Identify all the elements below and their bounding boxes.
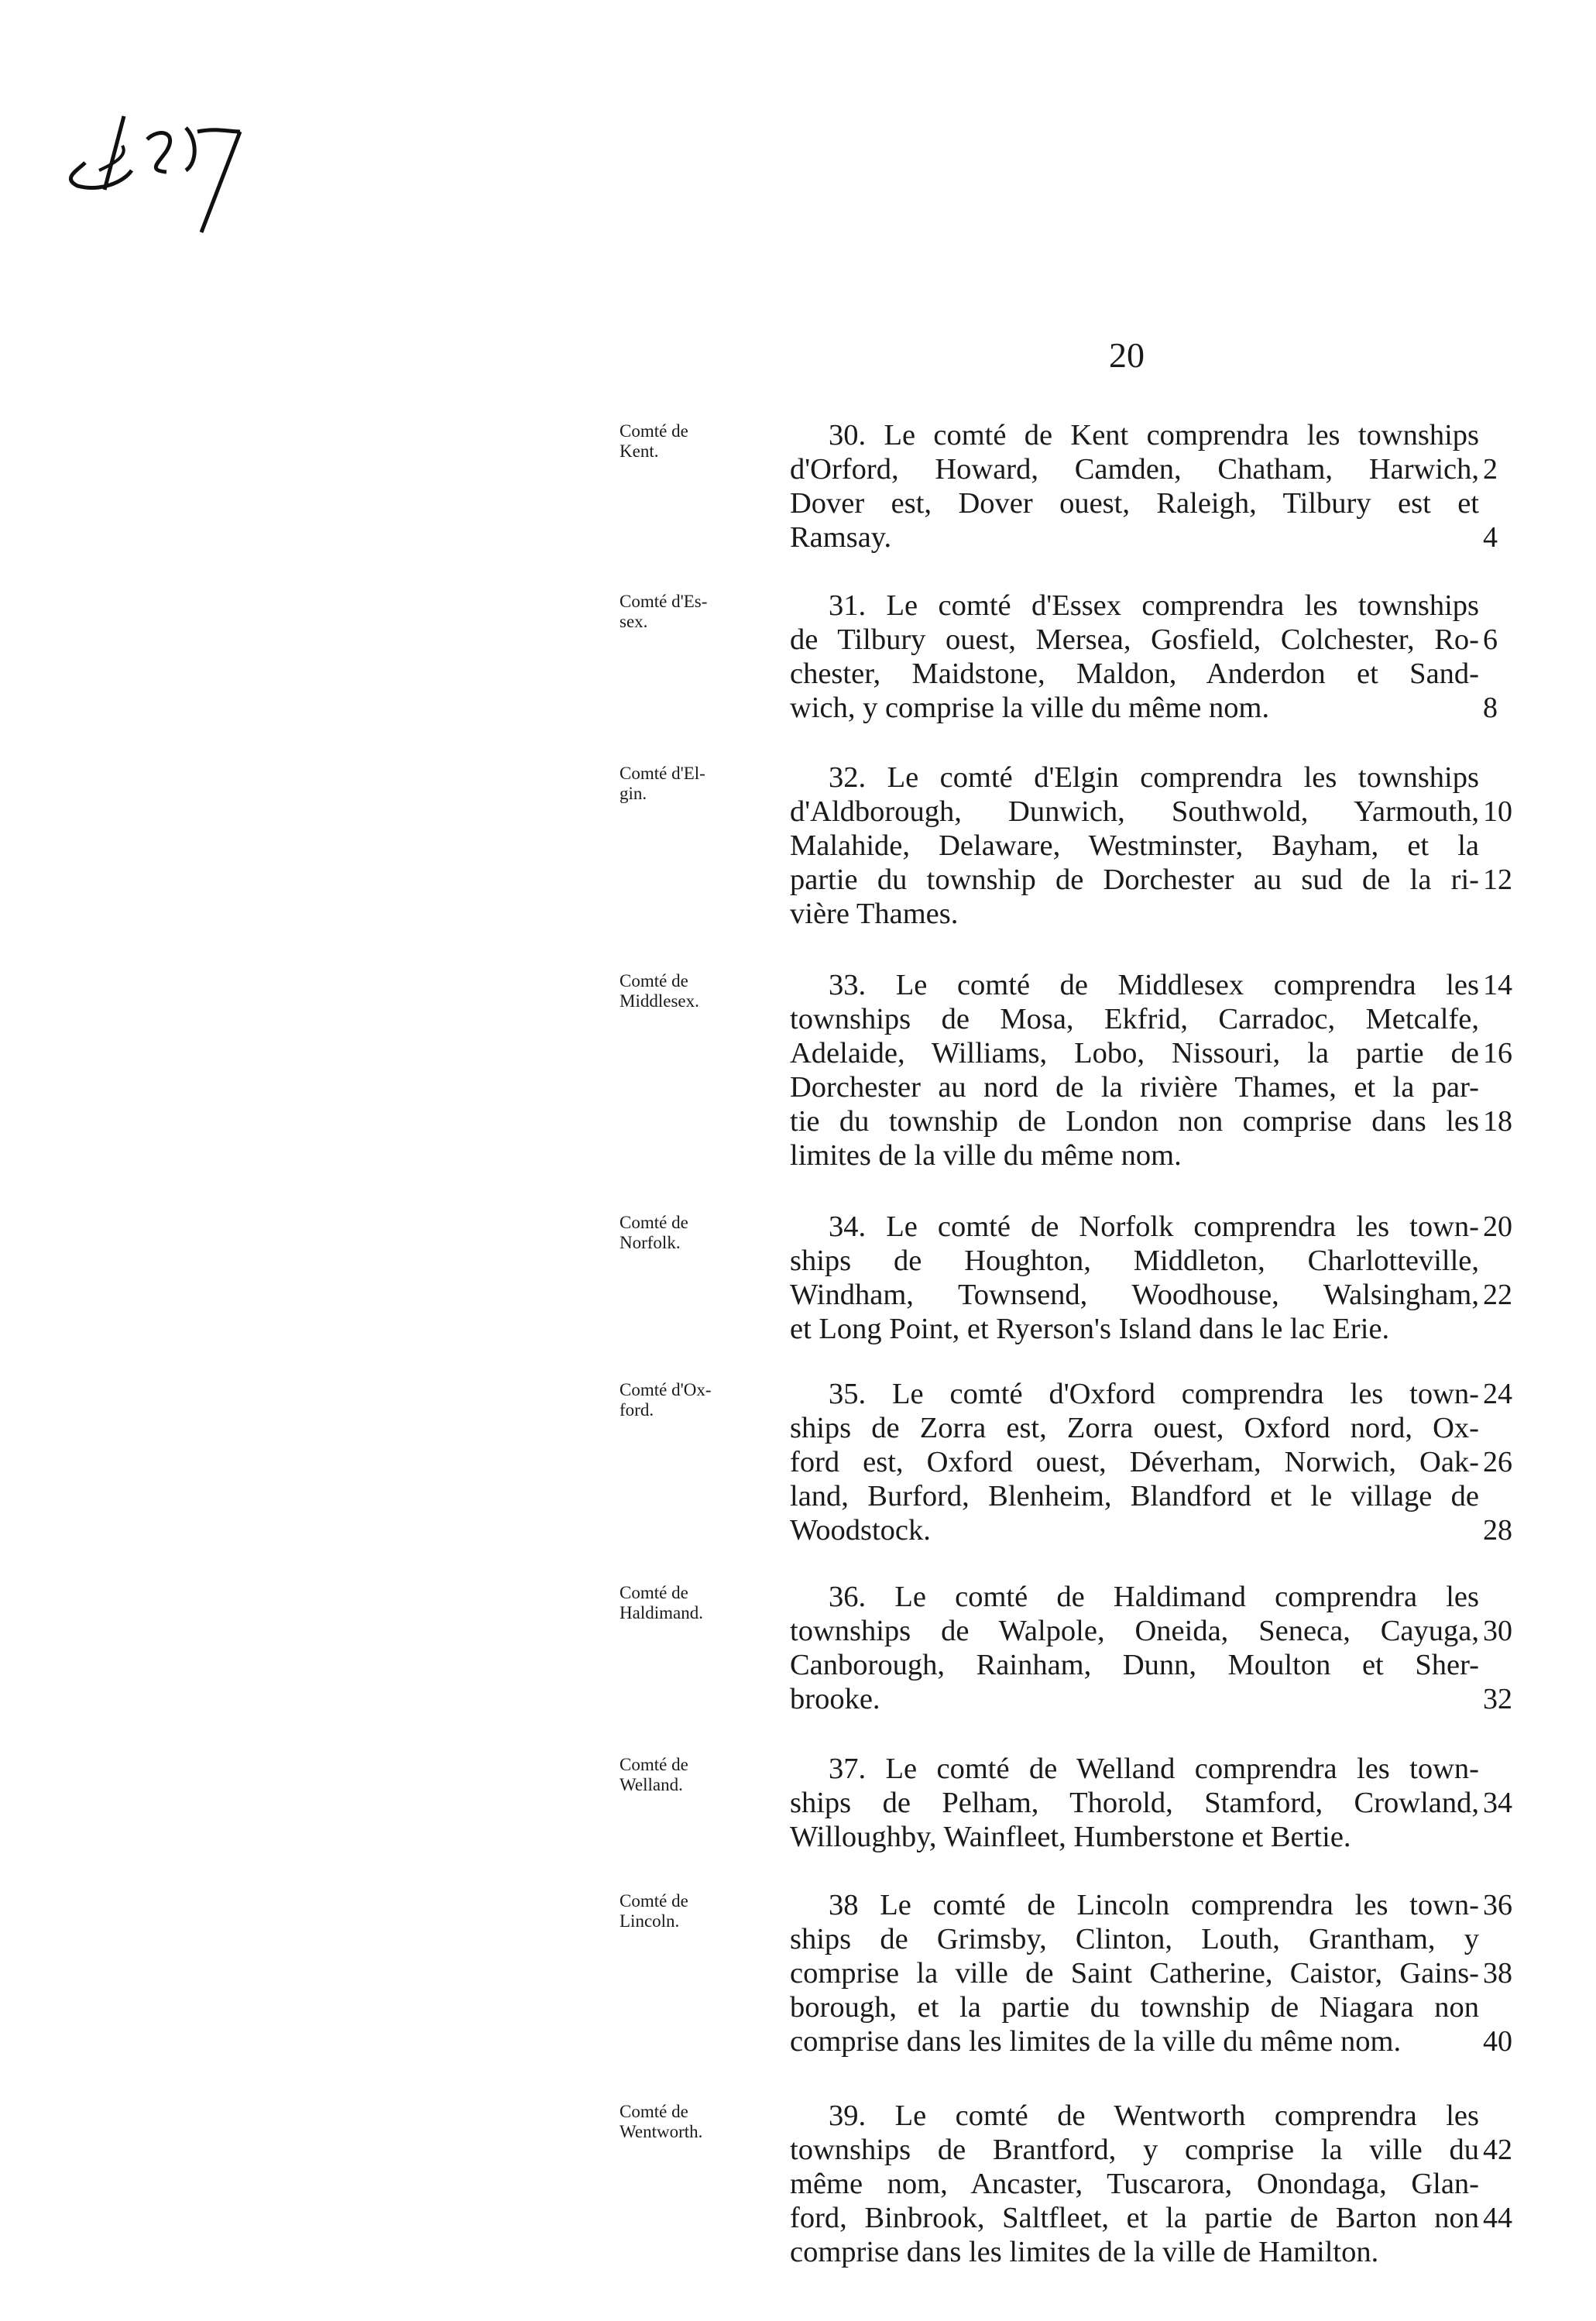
section-text: [790, 1752, 1479, 1854]
text-line: 37. Le comté de Welland comprendra les town-: [829, 1753, 1479, 1785]
section-text: [790, 761, 1479, 931]
margin-note: Comté de Lincoln.: [620, 1891, 688, 1931]
margin-note: Comté d'Es- sex.: [620, 592, 708, 631]
line-number: 20: [1483, 1210, 1512, 1243]
text-line: tie du township de London non comprise dans les: [790, 1105, 1479, 1138]
text-line: townships de Walpole, Oneida, Seneca, Cayuga,: [790, 1615, 1479, 1647]
line-number: 18: [1483, 1105, 1512, 1138]
line-number: 6: [1483, 623, 1498, 656]
text-line: wich, y comprise la ville du même nom.: [790, 692, 1270, 724]
margin-note: Comté d'El- gin.: [620, 764, 705, 803]
margin-note: Comté de Kent.: [620, 421, 688, 461]
text-line: Dorchester au nord de la rivière Thames, et la par-: [790, 1071, 1479, 1104]
text-line: 33. Le comté de Middlesex comprendra les: [829, 969, 1479, 1001]
text-line: comprise dans les limites de la ville du même nom.: [790, 2025, 1402, 2058]
text-line: 35. Le comté d'Oxford comprendra les town-: [829, 1378, 1479, 1410]
line-number: 26: [1483, 1446, 1512, 1478]
line-number: 34: [1483, 1787, 1512, 1819]
text-line: ships de Pelham, Thorold, Stamford, Crowland,: [790, 1787, 1479, 1819]
margin-note: Comté de Middlesex.: [620, 971, 699, 1011]
text-line: 31. Le comté d'Essex comprendra les townships: [829, 589, 1479, 622]
text-line: Dover est, Dover ouest, Raleigh, Tilbury est et: [790, 487, 1479, 520]
line-number: 16: [1483, 1037, 1512, 1070]
text-line: ford est, Oxford ouest, Déverham, Norwich, Oak-: [790, 1446, 1479, 1478]
text-line: 32. Le comté d'Elgin comprendra les townships: [829, 761, 1479, 794]
section-text: [790, 418, 1479, 554]
text-line: Willoughby, Wainfleet, Humberstone et Bertie.: [790, 1821, 1351, 1853]
page-number: 20: [1109, 335, 1145, 375]
line-number: 22: [1483, 1279, 1512, 1311]
margin-note: Comté de Wentworth.: [620, 2102, 703, 2141]
text-line: 34. Le comté de Norfolk comprendra les town-: [829, 1210, 1479, 1243]
line-number: 36: [1483, 1889, 1512, 1921]
margin-note: Comté de Norfolk.: [620, 1213, 688, 1252]
margin-note: Comté de Haldimand.: [620, 1583, 703, 1622]
text-line: même nom, Ancaster, Tuscarora, Onondaga, Glan-: [790, 2168, 1479, 2200]
text-line: limites de la ville du même nom.: [790, 1139, 1182, 1172]
text-line: partie du township de Dorchester au sud de la ri-: [790, 864, 1479, 896]
text-line: 30. Le comté de Kent comprendra les townships: [829, 419, 1479, 451]
margin-note: Comté de Welland.: [620, 1755, 688, 1794]
section-text: [790, 968, 1479, 1173]
text-line: comprise dans les limites de la ville de Hamilton.: [790, 2236, 1379, 2268]
text-line: Malahide, Delaware, Westminster, Bayham, et la: [790, 829, 1479, 862]
text-line: d'Aldborough, Dunwich, Southwold, Yarmouth,: [790, 795, 1479, 828]
line-number: 24: [1483, 1378, 1512, 1410]
text-line: Windham, Townsend, Woodhouse, Walsingham,: [790, 1279, 1479, 1311]
handwritten-mark: [31, 54, 263, 240]
section-text: [790, 1580, 1479, 1716]
line-number: 40: [1483, 2025, 1512, 2058]
margin-note: Comté d'Ox- ford.: [620, 1380, 712, 1420]
line-number: 12: [1483, 864, 1512, 896]
text-line: ford, Binbrook, Saltfleet, et la partie de Barton non: [790, 2202, 1479, 2234]
section-text: [790, 1377, 1479, 1547]
line-number: 38: [1483, 1957, 1512, 1990]
text-line: 38 Le comté de Lincoln comprendra les town-: [829, 1889, 1479, 1921]
line-number: 32: [1483, 1683, 1512, 1715]
text-line: Woodstock.: [790, 1514, 931, 1547]
line-number: 42: [1483, 2134, 1512, 2166]
line-number: 2: [1483, 453, 1498, 486]
text-line: chester, Maidstone, Maldon, Anderdon et Sand-: [790, 658, 1479, 690]
text-line: ships de Houghton, Middleton, Charlotteville,: [790, 1245, 1479, 1277]
line-number: 28: [1483, 1514, 1512, 1547]
text-line: d'Orford, Howard, Camden, Chatham, Harwich,: [790, 453, 1479, 486]
text-line: ships de Zorra est, Zorra ouest, Oxford nord, Ox-: [790, 1412, 1479, 1444]
text-line: Adelaide, Williams, Lobo, Nissouri, la partie de: [790, 1037, 1479, 1070]
line-number: 14: [1483, 969, 1512, 1001]
text-line: townships de Brantford, y comprise la ville du: [790, 2134, 1479, 2166]
text-line: 39. Le comté de Wentworth comprendra les: [829, 2100, 1479, 2132]
section-text: [790, 2099, 1479, 2269]
line-number: 10: [1483, 795, 1512, 828]
line-number: 8: [1483, 692, 1498, 724]
text-line: borough, et la partie du township de Niagara non: [790, 1991, 1479, 2024]
text-line: brooke.: [790, 1683, 880, 1715]
line-number: 30: [1483, 1615, 1512, 1647]
section-text: [790, 1888, 1479, 2058]
text-line: et Long Point, et Ryerson's Island dans le lac Erie.: [790, 1313, 1390, 1345]
section-text: [790, 1210, 1479, 1346]
text-line: land, Burford, Blenheim, Blandford et le village de: [790, 1480, 1479, 1512]
text-line: comprise la ville de Saint Catherine, Caistor, Gains-: [790, 1957, 1479, 1990]
text-line: 36. Le comté de Haldimand comprendra les: [829, 1581, 1479, 1613]
text-line: vière Thames.: [790, 898, 959, 930]
section-text: [790, 589, 1479, 725]
text-line: townships de Mosa, Ekfrid, Carradoc, Metcalfe,: [790, 1003, 1479, 1035]
line-number: 44: [1483, 2202, 1512, 2234]
line-number: 4: [1483, 521, 1498, 554]
text-line: ships de Grimsby, Clinton, Louth, Grantham, y: [790, 1923, 1479, 1955]
text-line: de Tilbury ouest, Mersea, Gosfield, Colchester, Ro-: [790, 623, 1479, 656]
text-line: Canborough, Rainham, Dunn, Moulton et Sher-: [790, 1649, 1479, 1681]
text-line: Ramsay.: [790, 521, 892, 554]
